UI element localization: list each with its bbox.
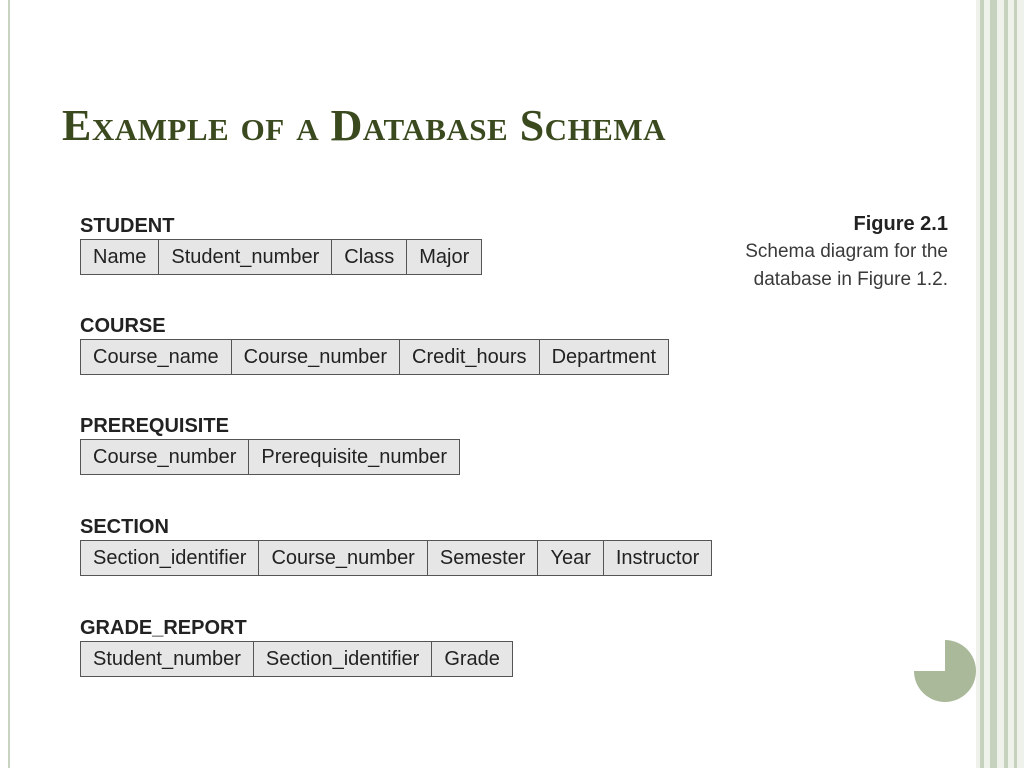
attribute-cell: Department — [551, 346, 657, 368]
attribute-cell: Section_identifier — [254, 642, 432, 676]
attribute-cell: Student_number — [159, 240, 332, 274]
attribute-cell: Instructor — [615, 547, 700, 569]
relation-name: PREREQUISITE — [80, 415, 229, 437]
attribute-cell: Section_identifier — [81, 541, 259, 575]
corner-decoration — [914, 640, 976, 702]
attribute-cell: Course_name — [81, 340, 232, 374]
attribute-cell: Course_number — [259, 541, 427, 575]
relation-course — [80, 313, 669, 375]
attribute-cell: Course_number — [81, 440, 249, 474]
attribute-cell: Name — [81, 240, 159, 274]
relation-name: SECTION — [80, 516, 169, 538]
attribute-row — [80, 540, 712, 576]
figure-number: Figure 2.1 — [853, 213, 948, 235]
attribute-cell: Prerequisite_number — [261, 446, 448, 468]
relation-name: STUDENT — [80, 215, 175, 237]
attribute-cell: Grade — [444, 648, 500, 670]
left-border-line — [8, 0, 10, 768]
decorative-stripe — [980, 0, 984, 768]
relation-name: COURSE — [80, 315, 166, 337]
figure-caption-line: Schema diagram for the — [745, 241, 948, 262]
attribute-row — [80, 339, 669, 375]
attribute-cell: Student_number — [81, 642, 254, 676]
decorative-stripe — [990, 0, 997, 768]
relation-student — [80, 213, 482, 275]
relation-section — [80, 514, 712, 576]
relation-name: GRADE_REPORT — [80, 617, 247, 639]
attribute-row — [80, 239, 482, 275]
attribute-cell: Credit_hours — [400, 340, 540, 374]
attribute-cell: Semester — [428, 541, 539, 575]
attribute-cell: Course_number — [232, 340, 400, 374]
right-decorative-band — [976, 0, 1024, 768]
figure-caption-line: database in Figure 1.2. — [753, 269, 948, 290]
decorative-stripe — [1004, 0, 1008, 768]
relation-prerequisite — [80, 413, 460, 475]
attribute-row — [80, 641, 513, 677]
figure-caption — [745, 210, 948, 294]
attribute-row — [80, 439, 460, 475]
attribute-cell: Major — [419, 246, 470, 268]
attribute-cell: Class — [332, 240, 407, 274]
slide-title: Example of a Database Schema — [62, 101, 667, 150]
relation-grade-report — [80, 615, 513, 677]
decorative-stripe — [1014, 0, 1017, 768]
attribute-cell: Year — [538, 541, 603, 575]
